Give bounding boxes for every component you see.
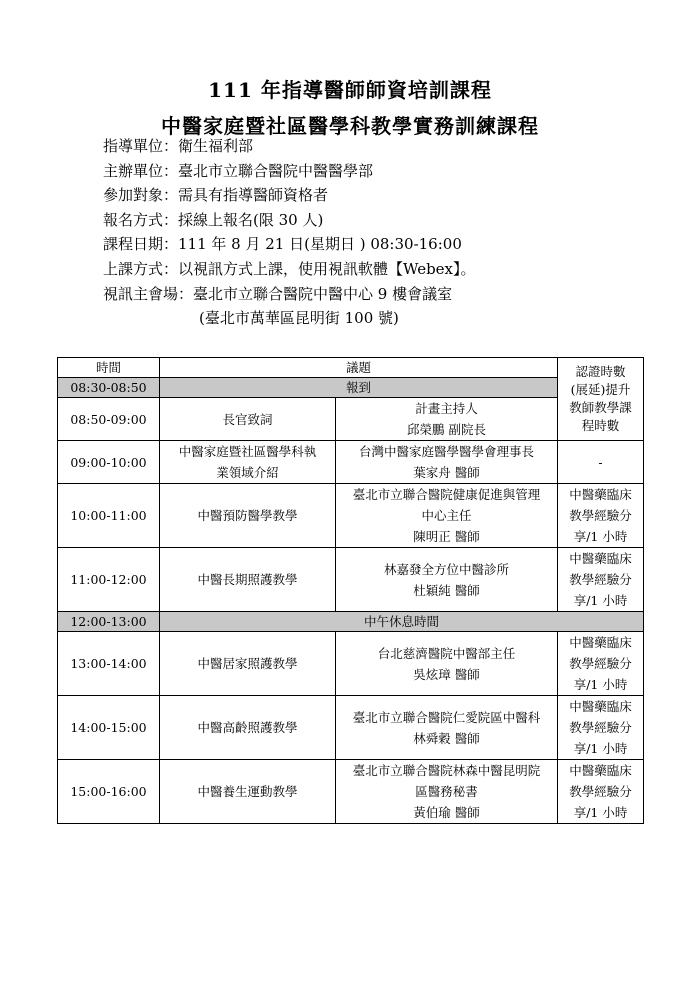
header-topic: 議題 — [160, 358, 558, 378]
table-row — [58, 398, 644, 441]
credit-line: 教學經驗分 — [569, 508, 632, 523]
credit-line: 中醫藥臨床 — [569, 699, 632, 714]
venue: 視訊主會場：臺北市立聯合醫院中醫中心 9 樓會議室 — [103, 284, 453, 303]
credit-line: 享/1 小時 — [573, 741, 628, 756]
course-date: 課程日期：111 年 8 月 21 日(星期日 ) 08:30-16:00 — [103, 235, 462, 254]
row-time: 09:00-10:00 — [58, 441, 160, 484]
topic-line: 中醫預防醫學教學 — [197, 508, 298, 523]
venue-address: (臺北市萬華區昆明街 100 號) — [199, 309, 399, 328]
speaker-line: 黃伯瑜 醫師 — [413, 805, 480, 820]
row-speaker — [336, 441, 558, 484]
host-unit: 主辦單位：臺北市立聯合醫院中醫醫學部 — [103, 161, 374, 180]
row-speaker — [336, 696, 558, 760]
table-row — [58, 548, 644, 612]
header-time: 時間 — [58, 358, 160, 378]
header-credit-line: 教師教學課 — [569, 400, 632, 415]
row-credit — [558, 441, 644, 484]
credit-line: 中醫藥臨床 — [569, 551, 632, 566]
row-credit — [558, 760, 644, 824]
row-time: 08:30-08:50 — [58, 378, 160, 398]
credit-line: - — [598, 454, 603, 470]
table-row — [58, 378, 644, 398]
row-time: 08:50-09:00 — [58, 398, 160, 441]
speaker-line: 臺北市立聯合醫院仁愛院區中醫科 — [352, 709, 541, 725]
topic-line: 中醫長期照護教學 — [197, 572, 298, 587]
table-header-row — [58, 358, 644, 378]
row-speaker — [336, 632, 558, 696]
row-band: 中午休息時間 — [160, 612, 644, 632]
credit-line: 教學經驗分 — [569, 656, 632, 671]
class-method: 上課方式：以視訊方式上課，使用視訊軟體【Webex】。 — [103, 259, 476, 278]
speaker-line: 計畫主持人 — [415, 401, 478, 416]
topic-line: 長官致詞 — [222, 411, 273, 427]
audience: 參加對象：需具有指導醫師資格者 — [103, 186, 329, 205]
speaker-line: 林舜穀 醫師 — [413, 730, 480, 746]
row-credit — [558, 548, 644, 612]
row-time: 12:00-13:00 — [58, 612, 160, 632]
row-speaker — [336, 760, 558, 824]
credit-line: 中醫藥臨床 — [569, 635, 632, 650]
registration: 報名方式：採線上報名(限 30 人) — [103, 210, 324, 229]
row-topic — [160, 441, 336, 484]
credit-line: 享/1 小時 — [573, 677, 628, 692]
credit-line: 享/1 小時 — [573, 805, 628, 820]
speaker-line: 臺北市立聯合醫院健康促進與管理 — [352, 487, 541, 502]
topic-line: 中醫養生運動教學 — [197, 784, 298, 799]
topic-line: 中醫高齡照護教學 — [197, 720, 298, 735]
row-topic — [160, 484, 336, 548]
credit-line: 教學經驗分 — [569, 720, 632, 735]
header-credit-line: 程時數 — [581, 418, 620, 433]
header-credit-line: (展延)提升 — [570, 382, 631, 397]
header-credit-line: 認證時數 — [575, 364, 626, 379]
course-info — [103, 134, 476, 331]
table-row — [58, 760, 644, 824]
row-time: 10:00-11:00 — [58, 484, 160, 548]
speaker-line: 葉家舟 醫師 — [413, 465, 480, 480]
table-row — [58, 441, 644, 484]
row-credit — [558, 696, 644, 760]
table-row — [58, 632, 644, 696]
schedule-table — [57, 357, 644, 824]
speaker-line: 台北慈濟醫院中醫部主任 — [377, 645, 516, 661]
table-row — [58, 484, 644, 548]
row-speaker — [336, 484, 558, 548]
table-row — [58, 612, 644, 632]
document-subtitle: 中醫家庭暨社區醫學科教學實務訓練課程 — [161, 114, 539, 138]
speaker-line: 臺北市立聯合醫院林森中醫昆明院 — [352, 763, 541, 778]
credit-line: 中醫藥臨床 — [569, 763, 632, 778]
credit-line: 中醫藥臨床 — [569, 487, 632, 502]
speaker-line: 陳明正 醫師 — [413, 529, 480, 544]
row-topic — [160, 760, 336, 824]
row-speaker — [336, 398, 558, 441]
speaker-line: 吳炫璋 醫師 — [413, 666, 480, 682]
table-row — [58, 696, 644, 760]
row-credit — [558, 632, 644, 696]
document-title: 111 年指導醫師師資培訓課程 — [208, 78, 492, 102]
credit-line: 享/1 小時 — [573, 593, 628, 608]
credit-line: 教學經驗分 — [569, 572, 632, 587]
speaker-line: 台灣中醫家庭醫學醫學會理事長 — [359, 444, 535, 459]
speaker-line: 邱榮鵬 副院長 — [407, 422, 486, 437]
header-credit — [558, 358, 644, 441]
speaker-line: 林嘉發全方位中醫診所 — [384, 561, 510, 577]
row-band: 報到 — [160, 378, 558, 398]
row-time: 11:00-12:00 — [58, 548, 160, 612]
row-time: 13:00-14:00 — [58, 632, 160, 696]
speaker-line: 中心主任 — [421, 508, 472, 523]
topic-line: 業領域介紹 — [216, 465, 279, 480]
row-topic — [160, 632, 336, 696]
guide-unit: 指導單位：衛生福利部 — [103, 137, 254, 155]
speaker-line: 杜穎純 醫師 — [413, 582, 480, 598]
row-topic — [160, 398, 336, 441]
row-topic — [160, 696, 336, 760]
row-credit — [558, 484, 644, 548]
credit-line: 教學經驗分 — [569, 784, 632, 799]
speaker-line: 區醫務秘書 — [415, 784, 478, 799]
credit-line: 享/1 小時 — [573, 529, 628, 544]
row-time: 15:00-16:00 — [58, 760, 160, 824]
row-speaker — [336, 548, 558, 612]
topic-line: 中醫居家照護教學 — [197, 656, 298, 671]
row-time: 14:00-15:00 — [58, 696, 160, 760]
topic-line: 中醫家庭暨社區醫學科執 — [178, 444, 317, 459]
row-topic — [160, 548, 336, 612]
